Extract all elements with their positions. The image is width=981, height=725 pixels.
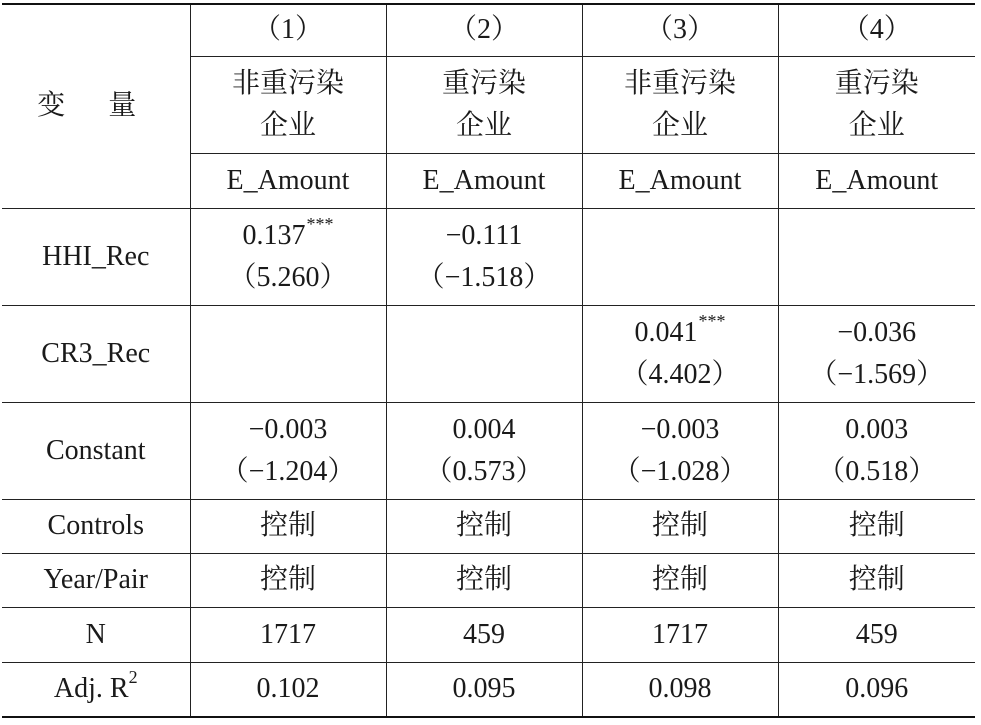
- adjr2-label-exponent: 2: [128, 667, 138, 688]
- hhi-coef-1-value: 0.137: [242, 219, 306, 251]
- constant-t-2: （0.573）: [424, 455, 544, 487]
- table-row-n: [2, 607, 975, 662]
- cr3-t-4: （−1.569）: [809, 358, 945, 390]
- row-label-cr3: CR3_Rec: [2, 305, 190, 402]
- row-label-yearpair: Year/Pair: [2, 553, 190, 607]
- adjr2-value-1: 0.102: [190, 662, 386, 717]
- constant-t-3: （−1.028）: [612, 455, 748, 487]
- variable-header-label: 变 量: [37, 90, 155, 122]
- cr3-cell-4: [778, 305, 975, 402]
- row-label-adjr2: [2, 662, 190, 717]
- controls-value-2: 控制: [386, 499, 582, 553]
- table-row-controls: [2, 499, 975, 553]
- cr3-coef-3-value: 0.041: [634, 316, 698, 348]
- constant-coef-3: −0.003: [640, 413, 720, 445]
- group-cell-1: [190, 56, 386, 153]
- cr3-cell-1: [190, 305, 386, 402]
- hhi-t-1: （5.260）: [228, 261, 348, 293]
- col-number-2: （2）: [386, 4, 582, 56]
- group-2-line2: 企业: [455, 109, 512, 141]
- table-row-constant: [2, 402, 975, 499]
- group-1-line1: 非重污染: [231, 67, 344, 99]
- constant-t-1: （−1.204）: [220, 455, 356, 487]
- adjr2-value-3: 0.098: [582, 662, 778, 717]
- col-number-1: （1）: [190, 4, 386, 56]
- adjr2-value-2: 0.095: [386, 662, 582, 717]
- hhi-coef-1: [191, 215, 386, 257]
- hhi-t-2: （−1.518）: [416, 261, 552, 293]
- table-row-adjr2: [2, 662, 975, 717]
- adjr2-label-text: Adj. R: [53, 673, 129, 705]
- cr3-cell-2: [386, 305, 582, 402]
- n-value-1: 1717: [190, 607, 386, 662]
- constant-coef-1: −0.003: [248, 413, 328, 445]
- col-number-4: （4）: [778, 4, 975, 56]
- cr3-coef-4: −0.036: [837, 316, 917, 348]
- row-label-controls: Controls: [2, 499, 190, 553]
- row-label-n: N: [2, 607, 190, 662]
- yearpair-value-1: 控制: [190, 553, 386, 607]
- group-cell-4: [778, 56, 975, 153]
- cr3-coef-3: [583, 312, 778, 354]
- constant-coef-4: 0.003: [845, 413, 909, 445]
- row-label-hhi: HHI_Rec: [2, 208, 190, 305]
- hhi-cell-4: [778, 208, 975, 305]
- table-row-hhi: [2, 208, 975, 305]
- yearpair-value-3: 控制: [582, 553, 778, 607]
- group-1-line2: 企业: [259, 109, 316, 141]
- group-4-line2: 企业: [848, 109, 905, 141]
- constant-cell-3: [582, 402, 778, 499]
- cr3-t-3: （4.402）: [620, 358, 740, 390]
- constant-cell-4: [778, 402, 975, 499]
- controls-value-3: 控制: [582, 499, 778, 553]
- hhi-cell-2: [386, 208, 582, 305]
- row-label-constant: Constant: [2, 402, 190, 499]
- constant-coef-2: 0.004: [452, 413, 516, 445]
- table-row-yearpair: [2, 553, 975, 607]
- dep-var-2: E_Amount: [386, 153, 582, 208]
- n-value-3: 1717: [582, 607, 778, 662]
- hhi-cell-3: [582, 208, 778, 305]
- constant-cell-1: [190, 402, 386, 499]
- significance-stars: ***: [306, 213, 334, 234]
- yearpair-value-4: 控制: [778, 553, 975, 607]
- yearpair-value-2: 控制: [386, 553, 582, 607]
- group-cell-2: [386, 56, 582, 153]
- hhi-cell-1: [190, 208, 386, 305]
- cr3-cell-3: [582, 305, 778, 402]
- group-2-line1: 重污染: [441, 67, 526, 99]
- group-3-line2: 企业: [651, 109, 708, 141]
- group-cell-3: [582, 56, 778, 153]
- adjr2-value-4: 0.096: [778, 662, 975, 717]
- group-3-line1: 非重污染: [623, 67, 736, 99]
- controls-value-1: 控制: [190, 499, 386, 553]
- dep-var-4: E_Amount: [778, 153, 975, 208]
- col-number-3: （3）: [582, 4, 778, 56]
- dep-var-3: E_Amount: [582, 153, 778, 208]
- variable-header-cell: [2, 4, 190, 208]
- significance-stars: ***: [698, 310, 726, 331]
- controls-value-4: 控制: [778, 499, 975, 553]
- header-row-col-numbers: [2, 4, 975, 56]
- group-4-line1: 重污染: [834, 67, 919, 99]
- dep-var-1: E_Amount: [190, 153, 386, 208]
- constant-cell-2: [386, 402, 582, 499]
- regression-table: [2, 3, 975, 718]
- hhi-coef-2: −0.111: [445, 219, 523, 251]
- constant-t-4: （0.518）: [817, 455, 937, 487]
- n-value-2: 459: [386, 607, 582, 662]
- n-value-4: 459: [778, 607, 975, 662]
- table-row-cr3: [2, 305, 975, 402]
